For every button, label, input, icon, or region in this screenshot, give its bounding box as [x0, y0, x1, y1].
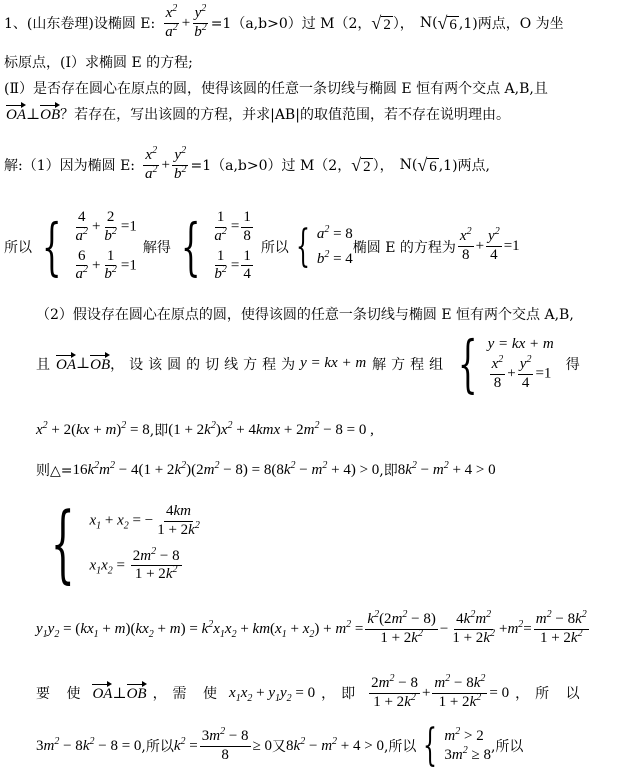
ellipse-frac-x: $\frac{x^2}{a^2}$ — [165, 3, 178, 40]
problem-line-3: (Ⅱ）是否存在圆心在原点的圆，使得该圆的任意一条切线与椭圆 E 恒有两个交点 A,B,且 — [4, 81, 548, 97]
solution-line-discriminant: 则△= $16k^2m^2 - 4(1 + 2k^2)(2m^2 - 8) = 8(8k^2 - m^2 + 4) > 0$ ,即 $8k^2 - m^2 + 4 > 0$ — [36, 459, 496, 479]
solution-line-final: $3m^2 - 8k^2 - 8 = 0$ ,所以 $k^2$ = $\frac{3m^2 - 8}{8}$ ≥ 0 又 $8k^2 - m^2 + 4 > 0$ ,所以 { $m^2 > 2$ $3m^2 \ge 8$ ,所以 — [36, 720, 524, 772]
sqrt-6: √ 6 — [437, 12, 457, 33]
vector-oa: OA — [6, 104, 26, 124]
problem-intro: 1、(山东卷理)设椭圆 E: — [4, 16, 156, 33]
problem-eq-tail: =1（a,b>0）过 M（2， — [210, 16, 372, 33]
solution-line-condition: 要 使 OA ⊥ OB ，需 使 $x_1x_2 + y_1y_2 = 0$ ，即 $\frac{2m^2 - 8}{1 + 2k^2}$ + $\frac{m^2 - 8k^2}{1 + 2k^2}$ = 0 ，所 以 — [36, 673, 586, 710]
problem-line-4: OA ⊥ OB ？若存在，写出该圆的方程，并求|AB|的取值范围，若不存在说明理由。 — [6, 104, 510, 124]
vector-ob: OB — [40, 104, 60, 124]
sqrt-2: √ 2 — [371, 12, 391, 33]
solution-line-tangent: 且 OA ⊥ OB ，设该圆的切线方程为 y = kx + m 解方程组 { y = kx + m $\frac{x^2}{8}$ + $\frac{y^2}{4}$ =1 得 — [36, 326, 580, 400]
problem-line-2: 标原点，(Ⅰ）求椭圆 E 的方程; — [4, 55, 193, 71]
solution-line-quadratic: $x^2 + 2(kx + m)^2 = 8$ ,即 $(1 + 2k^2)x^2 + 4kmx + 2m^2 - 8 = 0$ , — [36, 419, 374, 439]
solution-line-1: 解:（1）因为椭圆 E: $\frac{x^2}{a^2}$ + $\frac{y^2}{b^2}$ =1（a,b>0）过 M（2， √ 2 ）， N( √ 6 ,1)两点, — [4, 145, 490, 182]
solution-line-p2: （2）假设存在圆心在原点的圆，使得该圆的任意一条切线与椭圆 E 恒有两个交点 A,B, — [36, 307, 574, 323]
solution-line-y1y2: $y_1y_2 = (kx_1 + m)(kx_2 + m) = k^2x_1x_2 + km(x_1 + x_2) + m^2$ = $\frac{k^2(2m^2 - 8)}{1 + 2k^2}$ − $\frac{4k^2m^2}{1 + 2k^2}$ + $m^2$ = $\frac{m^2 - 8k^2}{1 + 2k^2}$ — [36, 609, 587, 646]
solution-system-1: 所以 { $\frac{4}{a^2}$ + $\frac{2}{b^2}$ =1 $\frac{6}{a^2}$ + $\frac{1}{b^2}$ =1 解得 { $\frac{1}{a^2}$ = $\frac{1}{8}$ $\frac{1}{b^2}$ = $\frac{1}{4}$ 所以 { $a^2 = 8$ $b^2 = 4$ 椭圆 E 的方程为 $\frac{x^2}{8}$ + $\frac{y^2}{4}$ =1 — [4, 209, 520, 283]
ellipse-frac-y: $\frac{y^2}{b^2}$ — [194, 3, 207, 40]
problem-line-1: 1、(山东卷理)设椭圆 E: $\frac{x^2}{a^2}$ + $\frac{y^2}{b^2}$ =1（a,b>0）过 M（2， √ 2 ）， N( √ 6 ,1)两点，O 为坐 — [4, 3, 564, 40]
solution-vieta: { $x_1 + x_2$ = − $\frac{4km}{1 + 2k^2}$ $x_1x_2$ = $\frac{2m^2 - 8}{1 + 2k^2}$ — [50, 493, 200, 592]
